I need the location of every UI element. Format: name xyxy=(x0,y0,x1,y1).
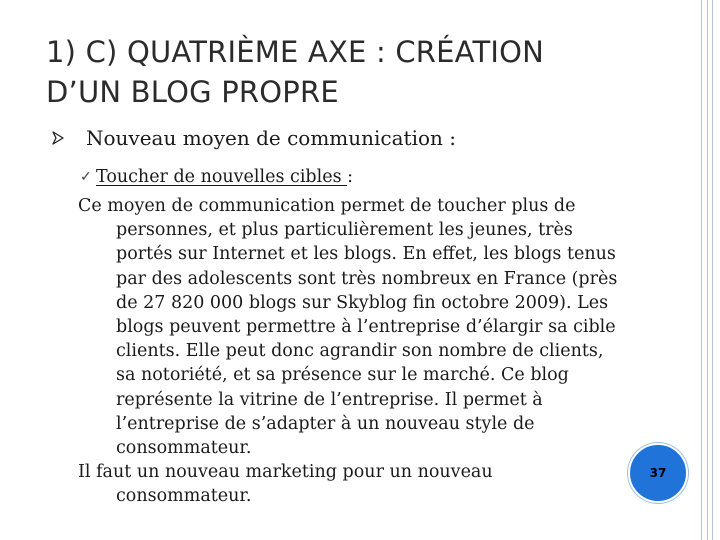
arrowhead-bullet-icon xyxy=(52,131,64,145)
border-line xyxy=(712,0,713,540)
sub-bullet-item xyxy=(80,166,354,188)
checkmark-icon: ✓ xyxy=(80,169,92,185)
bullet-item xyxy=(52,126,456,150)
slide-title xyxy=(46,32,646,112)
paragraph: Ce moyen de communication permet de toucher plus de personnes, et plus particulièrement les jeunes, très portés sur Internet et les blogs. En effet, les blogs tenus par des adolescents sont très nombreux en France (près de 27 820 000 blogs sur Skyblog fin octobre 2009). Les blogs peuvent permettre à l’entreprise d’élargir sa cible clients. Elle peut donc agrandir son nombre de clients, sa notoriété, et sa présence sur le marché. Ce blog représente la vitrine de l’entreprise. Il permet à l’entreprise de s’adapter à un nouveau style de consommateur. xyxy=(78,196,618,459)
bullet-text: Nouveau moyen de communication : xyxy=(86,126,456,150)
sub-bullet-colon: : xyxy=(347,167,354,187)
paragraph: Il faut un nouveau marketing pour un nouveau consommateur. xyxy=(78,462,493,507)
slide-title-line1: 1) C) QUATRIÈME AXE : CRÉATION xyxy=(46,35,545,69)
body-text xyxy=(78,194,618,509)
page-number: 37 xyxy=(649,466,667,480)
slide-title-line2: D’UN BLOG PROPRE xyxy=(46,75,339,109)
border-line xyxy=(707,0,708,540)
sub-bullet-text: Toucher de nouvelles cibles xyxy=(96,167,348,187)
page-number-badge xyxy=(628,443,688,503)
slide-border-decoration xyxy=(698,0,720,540)
border-line xyxy=(701,0,702,540)
